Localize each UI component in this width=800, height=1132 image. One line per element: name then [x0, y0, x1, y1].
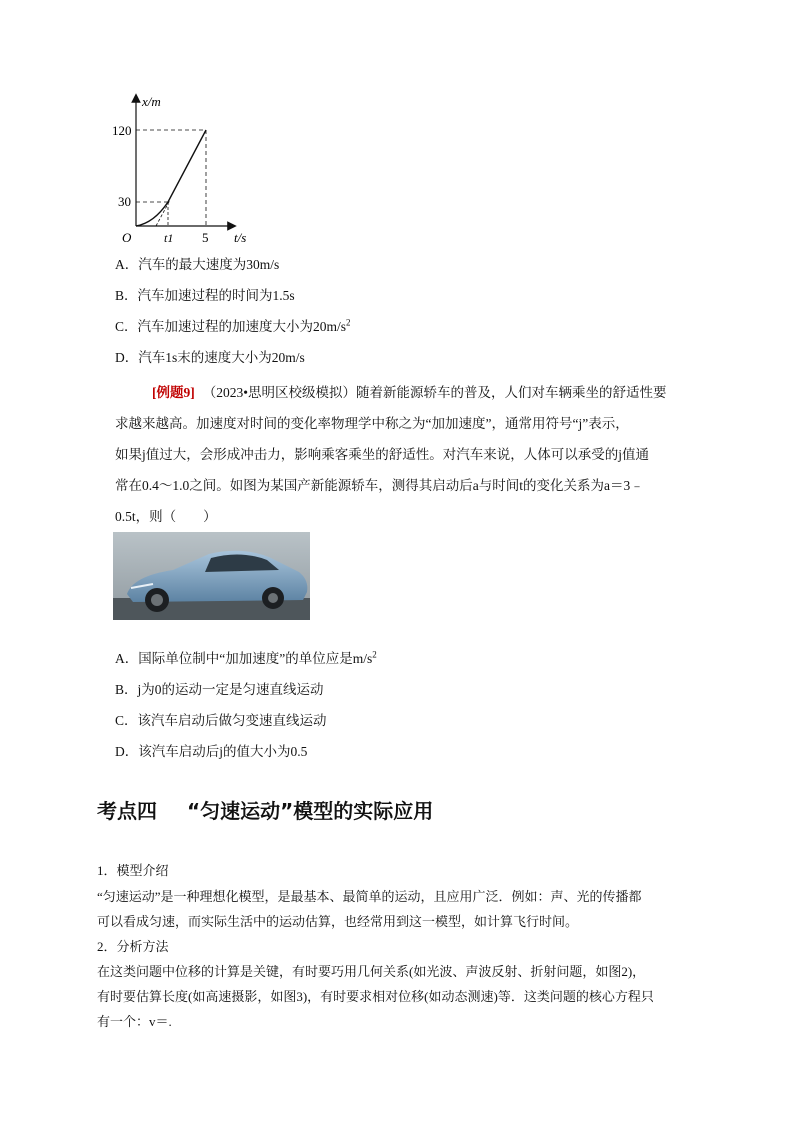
section-title: “匀速运动”模型的实际应用 — [187, 799, 434, 823]
item2-heading: 2．分析方法 — [97, 939, 169, 954]
q8-option-a: A．汽车的最大速度为30m/s — [115, 257, 280, 272]
item1-line-1: “匀速运动”是一种理想化模型，是最基本、最简单的运动，且应用广泛．例如：声、光的传播都 — [97, 889, 642, 904]
y-tick-120: 120 — [112, 123, 132, 138]
q9-option-d: D．该汽车启动后j的值大小为0.5 — [115, 744, 308, 759]
item1-heading: 1．模型介绍 — [97, 863, 169, 878]
section-number: 考点四 — [97, 799, 157, 823]
q9-line-5: 0.5t，则（ ） — [115, 509, 217, 524]
y-tick-30: 30 — [118, 194, 131, 209]
item2-line-3: 有一个：v＝. — [97, 1014, 172, 1029]
q8-option-d: D．汽车1s末的速度大小为20m/s — [115, 350, 305, 365]
y-axis-label: x/m — [142, 94, 161, 109]
item2-line-2: 有时要估算长度(如高速摄影，如图3)，有时要求相对位移(如动态测速)等．这类问题的核心方程只 — [97, 989, 654, 1004]
q9-line-2: 求越来越高。加速度对时间的变化率物理学中称之为“加加速度”，通常用符号“j”表示， — [115, 416, 629, 431]
item2-line-1: 在这类问题中位移的计算是关键，有时要巧用几何关系(如光波、声波反射、折射问题，如图2)， — [97, 964, 646, 979]
xt-curve — [136, 130, 206, 226]
xt-graph — [112, 90, 272, 250]
q8-option-b: B．汽车加速过程的时间为1.5s — [115, 288, 295, 303]
section-heading — [97, 795, 433, 824]
q9-line-4: 常在0.4～1.0之间。如图为某国产新能源轿车，测得其启动后a与时间t的变化关系为a＝3﹣ — [115, 478, 644, 493]
x-tick-t1: t1 — [164, 231, 174, 245]
q9-option-b: B．j为0的运动一定是匀速直线运动 — [115, 682, 324, 697]
q8-option-c: C．汽车加速过程的加速度大小为$20m/s^2$ — [115, 317, 351, 334]
q9-option-a: A．国际单位制中“加加速度”的单位应是$m/s^2$ — [115, 649, 377, 666]
car-photo — [113, 532, 310, 620]
origin-label: O — [122, 230, 132, 245]
q9-tag: [例题9] — [152, 385, 195, 400]
q9-option-c: C．该汽车启动后做匀变速直线运动 — [115, 713, 327, 728]
q9-line-1: [例题9] （2023•思明区校级模拟）随着新能源轿车的普及，人们对车辆乘坐的舒适性要 — [152, 385, 667, 400]
q9-line-3: 如果j值过大，会形成冲击力，影响乘客乘坐的舒适性。对汽车来说，人体可以承受的j值通 — [115, 447, 650, 462]
item1-line-2: 可以看成匀速，而实际生活中的运动估算，也经常用到这一模型，如计算飞行时间。 — [97, 914, 579, 929]
x-axis-label: t/s — [234, 230, 247, 245]
x-tick-5: 5 — [202, 230, 209, 245]
